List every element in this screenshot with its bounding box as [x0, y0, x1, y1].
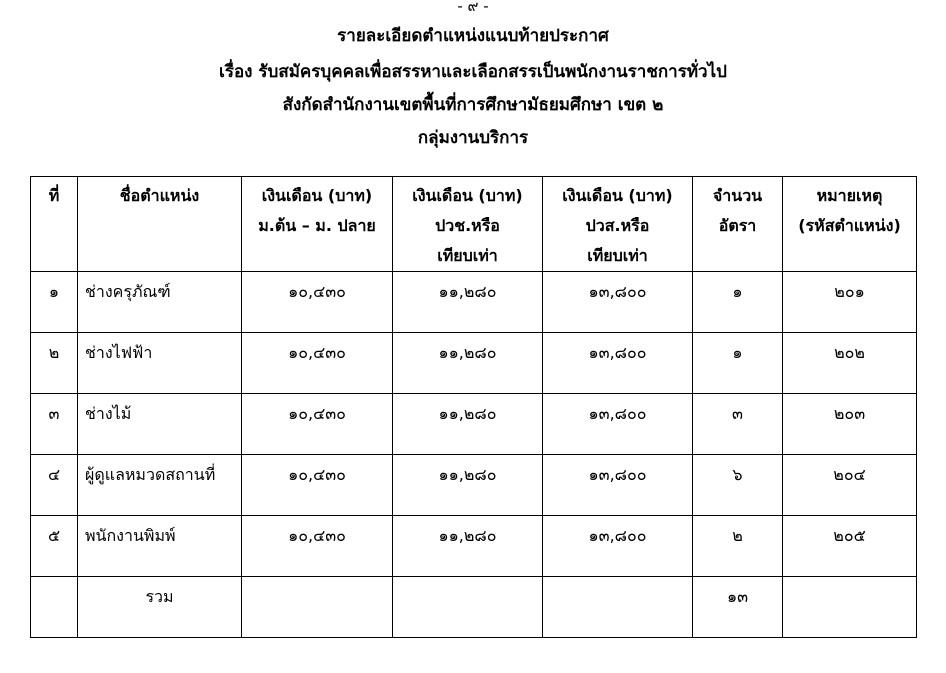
row-salary-hvc: ๑๓,๘๐๐ — [543, 272, 693, 333]
table-row — [31, 272, 917, 333]
table-row — [31, 455, 917, 516]
page-number: - ๙ - — [457, 0, 489, 15]
row-salary-m: ๑๐,๔๓๐ — [242, 455, 393, 516]
row-salary-hvc: ๑๓,๘๐๐ — [543, 333, 693, 394]
header-position-name: ชื่อตำแหน่ง — [78, 177, 242, 272]
position-group: กลุ่มงานบริการ — [417, 128, 529, 148]
row-position-name: พนักงานพิมพ์ — [78, 516, 242, 577]
row-no: ๓ — [31, 394, 78, 455]
total-empty-salary-pvc — [393, 577, 543, 638]
row-salary-hvc: ๑๓,๘๐๐ — [543, 455, 693, 516]
table-header-row — [31, 177, 917, 272]
table-row — [31, 333, 917, 394]
row-count: ๑ — [693, 272, 783, 333]
row-count: ๒ — [693, 516, 783, 577]
row-position-name: ช่างไม้ — [78, 394, 242, 455]
row-salary-hvc: ๑๓,๘๐๐ — [543, 394, 693, 455]
row-salary-pvc: ๑๑,๒๘๐ — [393, 272, 543, 333]
row-code: ๒๐๒ — [783, 333, 917, 394]
table-row — [31, 394, 917, 455]
row-no: ๕ — [31, 516, 78, 577]
document-title: รายละเอียดตำแหน่งแนบท้ายประกาศ — [337, 26, 609, 46]
row-salary-m: ๑๐,๔๓๐ — [242, 394, 393, 455]
table-row — [31, 516, 917, 577]
row-salary-pvc: ๑๑,๒๘๐ — [393, 394, 543, 455]
row-code: ๒๐๑ — [783, 272, 917, 333]
header-no: ที่ — [31, 177, 78, 272]
row-code: ๒๐๓ — [783, 394, 917, 455]
document-affiliation: สังกัดสำนักงานเขตพื้นที่การศึกษามัธยมศึกษา เขต ๒ — [282, 95, 664, 115]
document-subject: เรื่อง รับสมัครบุคคลเพื่อสรรหาและเลือกสรรเป็นพนักงานราชการทั่วไป — [219, 62, 727, 82]
total-empty-no — [31, 577, 78, 638]
total-empty-code — [783, 577, 917, 638]
row-salary-pvc: ๑๑,๒๘๐ — [393, 333, 543, 394]
row-salary-hvc: ๑๓,๘๐๐ — [543, 516, 693, 577]
positions-table — [30, 176, 917, 638]
table-total-row — [31, 577, 917, 638]
header-remark: หมายเหตุ (รหัสตำแหน่ง) — [783, 177, 917, 272]
row-salary-m: ๑๐,๔๓๐ — [242, 333, 393, 394]
header-count: จำนวน อัตรา — [693, 177, 783, 272]
row-count: ๑ — [693, 333, 783, 394]
total-empty-salary-m — [242, 577, 393, 638]
row-salary-m: ๑๐,๔๓๐ — [242, 272, 393, 333]
header-salary-hvc: เงินเดือน (บาท) ปวส.หรือ เทียบเท่า — [543, 177, 693, 272]
row-count: ๓ — [693, 394, 783, 455]
row-count: ๖ — [693, 455, 783, 516]
row-code: ๒๐๔ — [783, 455, 917, 516]
total-label: รวม — [78, 577, 242, 638]
row-position-name: ช่างไฟฟ้า — [78, 333, 242, 394]
row-salary-pvc: ๑๑,๒๘๐ — [393, 455, 543, 516]
row-salary-pvc: ๑๑,๒๘๐ — [393, 516, 543, 577]
row-code: ๒๐๕ — [783, 516, 917, 577]
header-salary-m: เงินเดือน (บาท) ม.ต้น – ม. ปลาย — [242, 177, 393, 272]
header-salary-pvc: เงินเดือน (บาท) ปวช.หรือ เทียบเท่า — [393, 177, 543, 272]
row-position-name: ช่างครุภัณฑ์ — [78, 272, 242, 333]
row-position-name: ผู้ดูแลหมวดสถานที่ — [78, 455, 242, 516]
row-no: ๒ — [31, 333, 78, 394]
row-salary-m: ๑๐,๔๓๐ — [242, 516, 393, 577]
total-count: ๑๓ — [693, 577, 783, 638]
row-no: ๔ — [31, 455, 78, 516]
total-empty-salary-hvc — [543, 577, 693, 638]
row-no: ๑ — [31, 272, 78, 333]
